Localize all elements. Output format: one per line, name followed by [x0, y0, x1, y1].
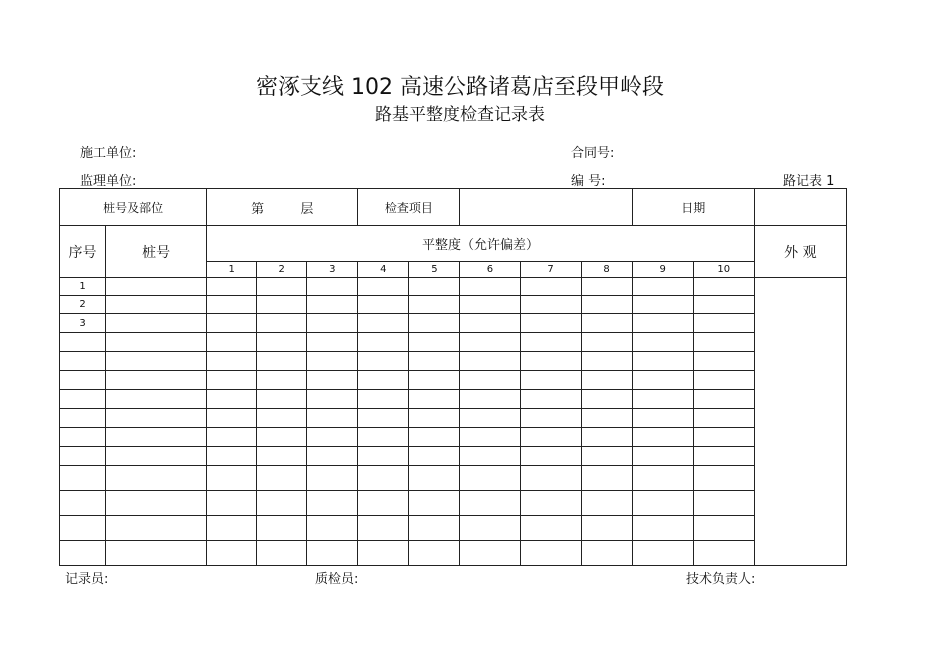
measure-cell — [693, 428, 754, 447]
measure-cell — [409, 333, 460, 352]
construction-unit-label: 施工单位: — [80, 146, 137, 161]
table-row — [60, 390, 847, 409]
measure-cell — [693, 390, 754, 409]
measure-cell — [632, 516, 693, 541]
row-number-cell: 2 — [60, 296, 106, 314]
measure-cell — [207, 352, 257, 371]
measure-cell — [693, 516, 754, 541]
measure-cell — [307, 296, 358, 314]
measure-cell — [409, 541, 460, 566]
row-number-cell — [60, 428, 106, 447]
form-code: 路记表 1 — [783, 174, 835, 189]
measure-cell — [307, 466, 358, 491]
measure-cell — [520, 541, 581, 566]
table-row — [60, 428, 847, 447]
supervision-unit-label: 监理单位: — [80, 174, 137, 189]
measure-cell — [693, 333, 754, 352]
measure-cell — [460, 447, 520, 466]
measure-cell — [460, 491, 520, 516]
station-cell — [106, 428, 207, 447]
station-cell — [106, 371, 207, 390]
table-row — [60, 278, 847, 296]
measure-cell — [307, 314, 358, 333]
measure-cell — [693, 352, 754, 371]
station-cell — [106, 409, 207, 428]
table-row — [60, 314, 847, 333]
measure-cell — [581, 333, 632, 352]
measure-cell — [207, 278, 257, 296]
measure-cell — [409, 409, 460, 428]
layer-prefix: 第 — [251, 201, 265, 217]
measure-cell — [581, 491, 632, 516]
station-location-header: 桩号及部位 — [60, 189, 207, 226]
measure-cell — [520, 333, 581, 352]
row-number-cell — [60, 409, 106, 428]
measure-cell — [307, 371, 358, 390]
measure-cell — [632, 278, 693, 296]
measure-cell — [307, 447, 358, 466]
measure-cell — [460, 466, 520, 491]
measure-cell — [581, 371, 632, 390]
table-row — [60, 447, 847, 466]
measure-cell — [307, 491, 358, 516]
measure-cell — [581, 409, 632, 428]
measure-cell — [460, 428, 520, 447]
inspection-item-header: 检查项目 — [358, 189, 460, 226]
measure-cell — [520, 314, 581, 333]
measure-cell — [460, 314, 520, 333]
measure-cell — [409, 466, 460, 491]
measure-cell — [520, 409, 581, 428]
measure-cell — [693, 314, 754, 333]
measure-cell — [460, 371, 520, 390]
measure-cell — [693, 447, 754, 466]
measure-cell — [632, 491, 693, 516]
measure-cell — [632, 390, 693, 409]
date-value-cell — [754, 189, 846, 226]
measure-cell — [520, 466, 581, 491]
station-cell — [106, 491, 207, 516]
measure-cell — [581, 296, 632, 314]
measure-cell — [693, 278, 754, 296]
measure-cell — [460, 352, 520, 371]
measure-cell — [632, 409, 693, 428]
measure-cell — [207, 428, 257, 447]
measure-cell — [257, 333, 307, 352]
measure-cell — [693, 541, 754, 566]
measure-column-header: 2 — [257, 262, 307, 278]
measure-cell — [581, 428, 632, 447]
measure-cell — [409, 428, 460, 447]
measure-cell — [358, 428, 409, 447]
row-number-cell — [60, 390, 106, 409]
measure-cell — [581, 541, 632, 566]
measure-cell — [358, 314, 409, 333]
measure-cell — [307, 516, 358, 541]
appearance-header: 外 观 — [754, 226, 846, 278]
table-header-row-2 — [60, 226, 847, 262]
measure-column-header: 6 — [460, 262, 520, 278]
measure-cell — [520, 390, 581, 409]
table-row — [60, 371, 847, 390]
station-cell — [106, 541, 207, 566]
row-number-cell — [60, 541, 106, 566]
measure-cell — [307, 278, 358, 296]
measure-cell — [460, 333, 520, 352]
measure-cell — [257, 447, 307, 466]
measure-cell — [460, 296, 520, 314]
station-cell — [106, 296, 207, 314]
station-cell — [106, 352, 207, 371]
measure-cell — [581, 516, 632, 541]
measure-cell — [632, 447, 693, 466]
measure-cell — [257, 409, 307, 428]
date-header: 日期 — [632, 189, 754, 226]
measure-cell — [520, 371, 581, 390]
table-row — [60, 409, 847, 428]
measure-cell — [409, 314, 460, 333]
measure-cell — [632, 371, 693, 390]
measure-cell — [581, 447, 632, 466]
measure-cell — [257, 278, 307, 296]
row-number-cell: 3 — [60, 314, 106, 333]
measure-cell — [358, 296, 409, 314]
measure-cell — [632, 314, 693, 333]
measure-column-header: 4 — [358, 262, 409, 278]
measure-cell — [358, 466, 409, 491]
measure-cell — [257, 466, 307, 491]
measure-cell — [307, 333, 358, 352]
measure-cell — [520, 428, 581, 447]
measure-cell — [358, 491, 409, 516]
measure-cell — [693, 409, 754, 428]
measure-cell — [207, 333, 257, 352]
measure-cell — [520, 447, 581, 466]
measure-cell — [207, 447, 257, 466]
measure-column-header: 8 — [581, 262, 632, 278]
measure-cell — [207, 516, 257, 541]
measure-column-header: 7 — [520, 262, 581, 278]
measure-cell — [257, 371, 307, 390]
table-row — [60, 296, 847, 314]
measure-cell — [632, 541, 693, 566]
document-title: 密涿支线 102 高速公路诸葛店至段甲岭段 — [256, 75, 664, 100]
inspection-record-table — [59, 188, 847, 566]
measure-cell — [207, 466, 257, 491]
measure-cell — [257, 352, 307, 371]
measure-cell — [581, 278, 632, 296]
measure-cell — [358, 333, 409, 352]
row-number-cell — [60, 333, 106, 352]
measure-cell — [257, 541, 307, 566]
measure-cell — [632, 333, 693, 352]
station-cell — [106, 466, 207, 491]
measure-cell — [257, 296, 307, 314]
number-label: 编 号: — [571, 174, 606, 189]
measure-cell — [581, 314, 632, 333]
contract-number-label: 合同号: — [571, 146, 615, 161]
measure-cell — [409, 447, 460, 466]
station-header: 桩号 — [106, 226, 207, 278]
measure-cell — [307, 428, 358, 447]
measure-cell — [257, 314, 307, 333]
measure-cell — [358, 390, 409, 409]
station-cell — [106, 516, 207, 541]
measure-cell — [207, 541, 257, 566]
measure-cell — [520, 296, 581, 314]
measure-cell — [358, 541, 409, 566]
measure-cell — [358, 447, 409, 466]
measure-cell — [520, 516, 581, 541]
measure-cell — [257, 428, 307, 447]
measure-cell — [460, 541, 520, 566]
measure-cell — [693, 491, 754, 516]
table-header-row-1 — [60, 189, 847, 226]
measure-cell — [632, 428, 693, 447]
measure-cell — [257, 516, 307, 541]
table-row — [60, 491, 847, 516]
row-number-cell — [60, 447, 106, 466]
measure-cell — [581, 390, 632, 409]
measure-cell — [257, 491, 307, 516]
measure-cell — [207, 409, 257, 428]
measure-cell — [693, 466, 754, 491]
measure-cell — [358, 371, 409, 390]
measure-cell — [460, 278, 520, 296]
measure-cell — [358, 409, 409, 428]
station-cell — [106, 314, 207, 333]
measure-column-header: 10 — [693, 262, 754, 278]
layer-header — [207, 189, 358, 226]
row-number-cell — [60, 352, 106, 371]
measure-column-header: 3 — [307, 262, 358, 278]
row-number-cell — [60, 491, 106, 516]
measure-cell — [520, 491, 581, 516]
flatness-header: 平整度（允许偏差） — [207, 226, 755, 262]
station-cell — [106, 333, 207, 352]
document-subtitle: 路基平整度检查记录表 — [375, 105, 545, 125]
measure-cell — [632, 466, 693, 491]
appearance-cell — [754, 278, 846, 566]
measure-cell — [520, 278, 581, 296]
measure-cell — [409, 371, 460, 390]
measure-cell — [632, 296, 693, 314]
measure-cell — [358, 278, 409, 296]
recorder-label: 记录员: — [65, 572, 109, 587]
station-cell — [106, 447, 207, 466]
measure-cell — [693, 296, 754, 314]
row-number-cell — [60, 466, 106, 491]
table-row — [60, 516, 847, 541]
measure-cell — [581, 466, 632, 491]
row-number-cell — [60, 371, 106, 390]
measure-cell — [358, 352, 409, 371]
measure-column-header: 5 — [409, 262, 460, 278]
measure-cell — [307, 541, 358, 566]
measure-cell — [693, 371, 754, 390]
measure-cell — [460, 390, 520, 409]
inspection-item-value-cell — [460, 189, 632, 226]
measure-cell — [207, 491, 257, 516]
measure-cell — [409, 278, 460, 296]
table-row — [60, 352, 847, 371]
table-row — [60, 333, 847, 352]
measure-cell — [520, 352, 581, 371]
seq-header: 序号 — [60, 226, 106, 278]
table-row — [60, 466, 847, 491]
measure-cell — [257, 390, 307, 409]
row-number-cell: 1 — [60, 278, 106, 296]
station-cell — [106, 278, 207, 296]
station-cell — [106, 390, 207, 409]
quality-inspector-label: 质检员: — [315, 572, 359, 587]
technical-lead-label: 技术负责人: — [686, 572, 756, 587]
measure-cell — [207, 314, 257, 333]
measure-cell — [358, 516, 409, 541]
measure-cell — [207, 371, 257, 390]
measure-cell — [207, 390, 257, 409]
measure-cell — [460, 516, 520, 541]
measure-cell — [409, 352, 460, 371]
measure-cell — [632, 352, 693, 371]
measure-cell — [409, 390, 460, 409]
measure-cell — [307, 390, 358, 409]
measure-column-header: 1 — [207, 262, 257, 278]
measure-cell — [307, 409, 358, 428]
measure-column-header: 9 — [632, 262, 693, 278]
layer-suffix: 层 — [300, 201, 314, 217]
table-row — [60, 541, 847, 566]
row-number-cell — [60, 516, 106, 541]
measure-cell — [409, 491, 460, 516]
measure-cell — [409, 516, 460, 541]
measure-cell — [207, 296, 257, 314]
measure-cell — [581, 352, 632, 371]
measure-cell — [409, 296, 460, 314]
measure-cell — [460, 409, 520, 428]
measure-cell — [307, 352, 358, 371]
